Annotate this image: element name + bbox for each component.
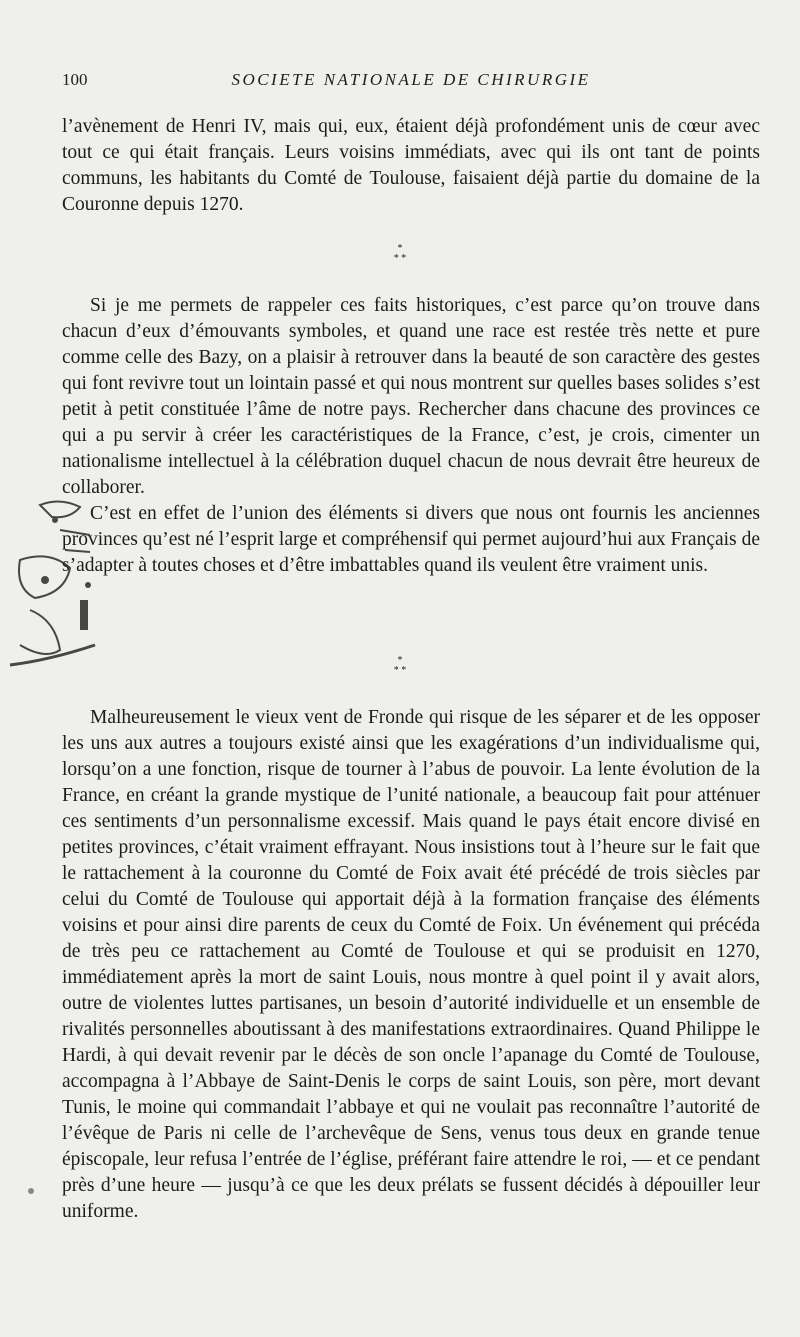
asterism-top: * [397, 655, 403, 666]
library-stamp-icon [0, 490, 110, 690]
text-block-1 [62, 114, 760, 218]
text-block-2 [62, 293, 760, 579]
paragraph-1: l’avènement de Henri IV, mais qui, eux, étaient déjà profondément unis de cœur avec tout ce qui était français. Leurs voisins immédiats, avec qui ils ont tant de points communs, les habitants du Comté de Toulouse, faisaient déjà partie du domaine de la Couronne depuis 1270. [62, 116, 760, 215]
paragraph-3: C’est en effet de l’union des éléments si divers que nous ont fournis les anciennes provinces qu’est né l’esprit large et compréhensif qui permet aujourd’hui aux Français de s’adapter à toutes choses et d’être imbattables quand ils veulent être vraiment unis. [62, 503, 760, 576]
asterism-top: * [397, 243, 403, 254]
asterism-bottom: * * [393, 253, 407, 264]
margin-speck [28, 1188, 34, 1194]
asterism-bottom: * * [393, 665, 407, 676]
section-asterism-2 [380, 656, 420, 682]
page-number: 100 [62, 70, 88, 89]
running-title: SOCIETE NATIONALE DE CHIRURGIE [231, 70, 591, 89]
text-block-3 [62, 705, 760, 1225]
section-asterism-1 [380, 244, 420, 270]
page-header [62, 70, 760, 96]
paragraph-2: Si je me permets de rappeler ces faits historiques, c’est parce qu’on trouve dans chacun d’eux d’émouvants symboles, et quand une race est restée très nette et pure comme celle des Bazy, on a plaisir à retrouver dans la beauté de son caractère des gestes qui font revivre tout un lointain passé et qui nous montrent sur quelles bases solides s’est petit à petit constituée l’âme de notre pays. Rechercher dans chacune des provinces ce qui a pu servir à créer les caractéristiques de la France, c’est, je crois, cimenter un nationalisme intellectuel à la célébration duquel chacun de nous devrait être heureux de collaborer. [62, 295, 760, 498]
paragraph-4: Malheureusement le vieux vent de Fronde qui risque de les séparer et de les opposer les uns aux autres a toujours existé ainsi que les exagérations d’un individualisme qui, lorsqu’on a une fonction, risque de tourner à l’abus de pouvoir. La lente évolution de la France, en créant la grande mystique de l’unité nationale, a beaucoup fait pour atténuer ces sentiments d’un personnalisme excessif. Mais quand le pays était encore divisé en petites provinces, c’était vraiment effrayant. Nous insistions tout à l’heure sur le fait que le rattachement à la couronne du Comté de Foix avait été précédé de trois siècles par celui du Comté de Toulouse qui apportait déjà à la formation française des éléments voisins et pour ainsi dire parents de ceux du Comté de Foix. Un événement qui précéda de très peu ce rattachement au Comté de Toulouse et qui se produisit en 1270, immédiatement après la mort de saint Louis, nous montre à quel point il y avait alors, outre de violentes luttes partisanes, un besoin d’autorité individuelle et un ensemble de rivalités personnelles aboutissant à des manifestations extraordinaires. Quand Philippe le Hardi, à qui devait revenir par le décès de son oncle l’apanage du Comté de Toulouse, accompagna à l’Abbaye de Saint-Denis le corps de saint Louis, son père, mort devant Tunis, le moine qui commandait l’abbaye et qui ne voulait pas reconnaître l’autorité de l’évêque de Paris ni celle de l’archevêque de Sens, venus tous deux en grande tenue épiscopale, leur refusa l’entrée de l’église, préférant faire attendre le roi, — et ce pendant près d’une heure — jusqu’à ce que les deux prélats se fussent décidés à dépouiller leur uniforme. [62, 707, 760, 1222]
